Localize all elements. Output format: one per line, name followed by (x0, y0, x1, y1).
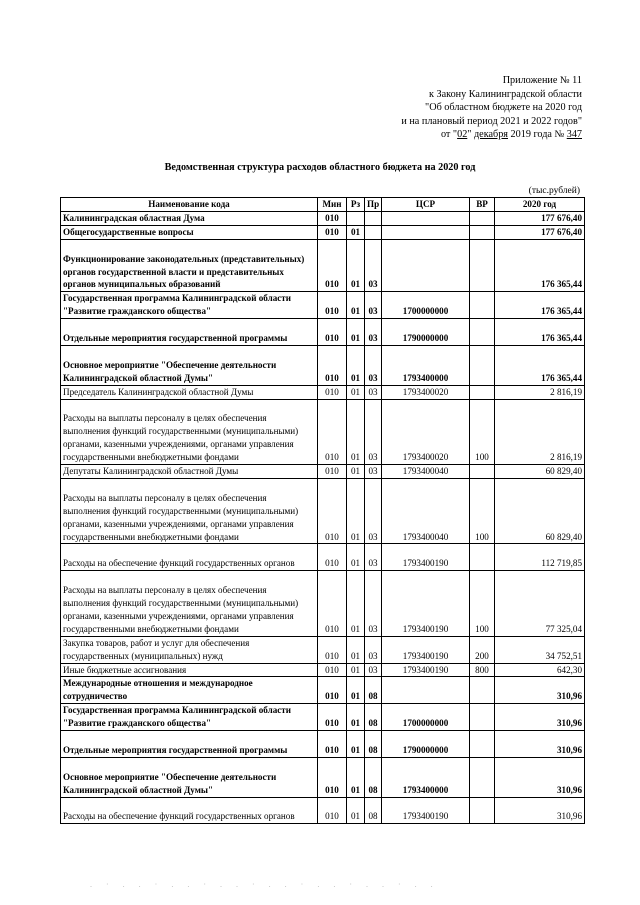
cell-min: 010 (318, 544, 347, 571)
cell-min: 010 (318, 663, 347, 677)
cell-min: 010 (318, 399, 347, 465)
cell-name: Государственная программа Калининградской области "Развитие гражданского общества" (61, 292, 318, 319)
table-row (61, 239, 585, 292)
cell-rz: 01 (347, 478, 365, 544)
cell-rz: 01 (347, 385, 365, 399)
cell-sum: 310,96 (495, 797, 585, 824)
cell-rz: 01 (347, 544, 365, 571)
cell-name: Председатель Калининградской областной Думы (61, 385, 318, 399)
cell-vr: 800 (470, 663, 495, 677)
cell-vr: 100 (470, 478, 495, 544)
cell-rz: 01 (347, 571, 365, 637)
cell-vr (470, 385, 495, 399)
cell-csr: 1793400190 (382, 663, 470, 677)
cell-csr (382, 239, 470, 292)
law-number: 347 (566, 129, 582, 141)
table-row (61, 319, 585, 346)
cell-vr (470, 731, 495, 758)
date-separator: " (467, 129, 474, 141)
attachment-line-5 (401, 128, 582, 142)
cell-min: 010 (318, 385, 347, 399)
cell-pr: 03 (365, 292, 382, 319)
cell-name: Основное мероприятие "Обеспечение деятельности Калининградской областной Думы" (61, 345, 318, 385)
cell-name: Иные бюджетные ассигнования (61, 663, 318, 677)
date-day: 02 (457, 129, 468, 141)
cell-vr: 100 (470, 399, 495, 465)
cell-csr (382, 211, 470, 225)
table-row (61, 385, 585, 399)
cell-vr (470, 345, 495, 385)
cell-name: Калининградская областная Дума (61, 211, 318, 225)
cell-rz: 01 (347, 663, 365, 677)
cell-min: 010 (318, 636, 347, 663)
table-row (61, 292, 585, 319)
table-row (61, 704, 585, 731)
cell-min: 010 (318, 677, 347, 704)
attachment-line-2: к Закону Калининградской области (429, 88, 582, 100)
cell-rz: 01 (347, 319, 365, 346)
cell-sum: 310,96 (495, 704, 585, 731)
cell-name: Функционирование законодательных (представительных) органов государственной власти и представительных органов муниципальных образований (61, 239, 318, 292)
cell-vr (470, 704, 495, 731)
cell-csr: 1793400190 (382, 571, 470, 637)
header-year: 2020 год (495, 198, 585, 212)
cell-pr (365, 225, 382, 239)
cell-rz: 01 (347, 757, 365, 797)
cell-rz: 01 (347, 399, 365, 465)
cell-sum: 176 365,44 (495, 345, 585, 385)
cell-pr: 03 (365, 319, 382, 346)
cell-vr (470, 319, 495, 346)
cell-name: Общегосударственные вопросы (61, 225, 318, 239)
date-month: декабря (474, 129, 508, 141)
cell-rz: 01 (347, 345, 365, 385)
cell-csr: 1793400190 (382, 544, 470, 571)
cell-csr: 1793400000 (382, 345, 470, 385)
table-row (61, 663, 585, 677)
cell-rz (347, 211, 365, 225)
cell-name: Расходы на обеспечение функций государственных органов (61, 544, 318, 571)
cell-pr: 08 (365, 731, 382, 758)
cell-vr (470, 239, 495, 292)
cell-vr (470, 797, 495, 824)
cell-csr: 1793400040 (382, 478, 470, 544)
table-row (61, 677, 585, 704)
cell-rz: 01 (347, 704, 365, 731)
cell-sum: 310,96 (495, 731, 585, 758)
units-label: (тыс.рублей) (528, 186, 580, 196)
cell-csr: 1793400190 (382, 636, 470, 663)
attachment-header (401, 74, 582, 142)
cell-min: 010 (318, 731, 347, 758)
table-row (61, 636, 585, 663)
table-row (61, 211, 585, 225)
cell-vr (470, 544, 495, 571)
cell-min: 010 (318, 478, 347, 544)
cell-name: Расходы на обеспечение функций государственных органов (61, 797, 318, 824)
cell-sum: 60 829,40 (495, 465, 585, 479)
cell-pr: 03 (365, 399, 382, 465)
table-row (61, 731, 585, 758)
table-row (61, 478, 585, 544)
cell-sum: 177 676,40 (495, 225, 585, 239)
cell-pr: 03 (365, 239, 382, 292)
scan-noise: . · . . · . . · . . · . . · . . · . . · . . (90, 880, 439, 889)
cell-min: 010 (318, 319, 347, 346)
table-row (61, 571, 585, 637)
date-year: 2019 года № (508, 129, 567, 141)
cell-csr: 1793400190 (382, 797, 470, 824)
cell-rz: 01 (347, 239, 365, 292)
cell-vr (470, 225, 495, 239)
table-header-row (61, 198, 585, 212)
cell-rz: 01 (347, 731, 365, 758)
table-body (61, 211, 585, 823)
cell-vr (470, 292, 495, 319)
cell-min: 010 (318, 345, 347, 385)
cell-min: 010 (318, 757, 347, 797)
cell-pr: 08 (365, 797, 382, 824)
cell-min: 010 (318, 571, 347, 637)
cell-sum: 310,96 (495, 757, 585, 797)
cell-name: Расходы на выплаты персоналу в целях обеспечения выполнения функций государственными (муниципальными) органами, казенными учреждениями, органами управления государственными внебюджетными фондами (61, 571, 318, 637)
cell-vr (470, 465, 495, 479)
cell-sum: 112 719,85 (495, 544, 585, 571)
cell-csr: 1793400020 (382, 399, 470, 465)
table-row (61, 399, 585, 465)
cell-csr: 1790000000 (382, 319, 470, 346)
cell-name: Закупка товаров, работ и услуг для обеспечения государственных (муниципальных) нужд (61, 636, 318, 663)
date-prefix: от " (440, 129, 458, 141)
header-csr: ЦСР (382, 198, 470, 212)
header-vr: ВР (470, 198, 495, 212)
cell-name: Государственная программа Калининградской области "Развитие гражданского общества" (61, 704, 318, 731)
cell-rz: 01 (347, 292, 365, 319)
cell-csr: 1793400000 (382, 757, 470, 797)
document-title: Ведомственная структура расходов областного бюджета на 2020 год (164, 162, 476, 173)
cell-rz: 01 (347, 465, 365, 479)
cell-sum: 2 816,19 (495, 385, 585, 399)
cell-rz: 01 (347, 636, 365, 663)
cell-pr: 08 (365, 757, 382, 797)
cell-sum: 176 365,44 (495, 239, 585, 292)
cell-min: 010 (318, 465, 347, 479)
cell-vr (470, 757, 495, 797)
cell-pr: 08 (365, 677, 382, 704)
cell-pr: 03 (365, 544, 382, 571)
cell-rz: 01 (347, 225, 365, 239)
header-rz: Рз (347, 198, 365, 212)
cell-min: 010 (318, 211, 347, 225)
cell-csr (382, 677, 470, 704)
header-min: Мин (318, 198, 347, 212)
cell-name: Основное мероприятие "Обеспечение деятельности Калининградской областной Думы" (61, 757, 318, 797)
cell-name: Отдельные мероприятия государственной программы (61, 731, 318, 758)
cell-pr: 03 (365, 636, 382, 663)
cell-min: 010 (318, 292, 347, 319)
cell-min: 010 (318, 704, 347, 731)
cell-sum: 60 829,40 (495, 478, 585, 544)
cell-name: Международные отношения и международное сотрудничество (61, 677, 318, 704)
cell-min: 010 (318, 225, 347, 239)
attachment-line-1: Приложение № 11 (502, 75, 582, 86)
cell-pr (365, 211, 382, 225)
cell-vr (470, 677, 495, 704)
cell-sum: 177 676,40 (495, 211, 585, 225)
cell-pr: 03 (365, 478, 382, 544)
table-row (61, 465, 585, 479)
attachment-line-3: "Об областном бюджете на 2020 год (425, 102, 582, 114)
cell-name: Расходы на выплаты персоналу в целях обеспечения выполнения функций государственными (муниципальными) органами, казенными учреждениями, органами управления государственными внебюджетными фондами (61, 399, 318, 465)
cell-name: Депутаты Калининградской областной Думы (61, 465, 318, 479)
cell-rz: 01 (347, 677, 365, 704)
cell-name: Отдельные мероприятия государственной программы (61, 319, 318, 346)
cell-sum: 34 752,51 (495, 636, 585, 663)
header-pr: Пр (365, 198, 382, 212)
cell-sum: 310,96 (495, 677, 585, 704)
cell-pr: 03 (365, 663, 382, 677)
cell-sum: 642,30 (495, 663, 585, 677)
cell-pr: 08 (365, 704, 382, 731)
cell-csr: 1700000000 (382, 292, 470, 319)
cell-sum: 176 365,44 (495, 292, 585, 319)
cell-pr: 03 (365, 571, 382, 637)
cell-min: 010 (318, 797, 347, 824)
cell-sum: 176 365,44 (495, 319, 585, 346)
header-name: Наименование кода (61, 198, 318, 212)
table-row (61, 345, 585, 385)
cell-pr: 03 (365, 385, 382, 399)
cell-vr: 100 (470, 571, 495, 637)
cell-csr (382, 225, 470, 239)
budget-table (60, 197, 585, 824)
cell-csr: 1700000000 (382, 704, 470, 731)
cell-pr: 03 (365, 465, 382, 479)
cell-sum: 2 816,19 (495, 399, 585, 465)
cell-csr: 1793400020 (382, 385, 470, 399)
cell-sum: 77 325,04 (495, 571, 585, 637)
table-row (61, 544, 585, 571)
table-row (61, 797, 585, 824)
cell-pr: 03 (365, 345, 382, 385)
cell-vr (470, 211, 495, 225)
table-row (61, 757, 585, 797)
cell-rz: 01 (347, 797, 365, 824)
cell-min: 010 (318, 239, 347, 292)
cell-vr: 200 (470, 636, 495, 663)
cell-csr: 1793400040 (382, 465, 470, 479)
cell-csr: 1790000000 (382, 731, 470, 758)
table-row (61, 225, 585, 239)
attachment-line-4: и на плановый период 2021 и 2022 годов" (401, 115, 582, 127)
cell-name: Расходы на выплаты персоналу в целях обеспечения выполнения функций государственными (муниципальными) органами, казенными учреждениями, органами управления государственными внебюджетными фондами (61, 478, 318, 544)
